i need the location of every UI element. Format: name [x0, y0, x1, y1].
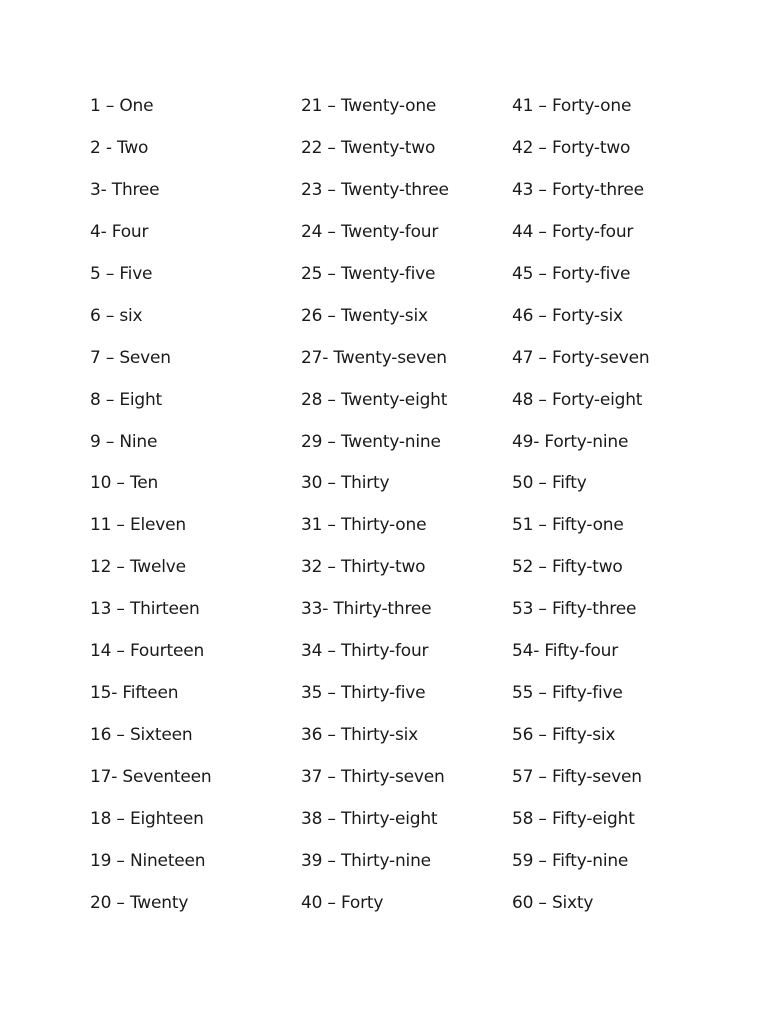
- list-item: 4- Four: [90, 221, 149, 242]
- list-item: 10 – Ten: [90, 473, 159, 494]
- list-item: 60 – Sixty: [512, 892, 594, 913]
- list-item: 30 – Thirty: [301, 473, 390, 494]
- list-item: 49- Forty-nine: [512, 431, 629, 452]
- list-item: 18 – Eighteen: [90, 808, 204, 829]
- list-item: 19 – Nineteen: [90, 850, 206, 871]
- list-item: 16 – Sixteen: [90, 725, 193, 746]
- list-item: 44 – Forty-four: [512, 221, 634, 242]
- list-item: 8 – Eight: [90, 389, 163, 410]
- column-3: [512, 92, 723, 931]
- list-item: 31 – Thirty-one: [301, 515, 427, 536]
- list-item: 5 – Five: [90, 263, 153, 284]
- list-item: 37 – Thirty-seven: [301, 767, 445, 787]
- list-item: 29 – Twenty-nine: [301, 431, 441, 452]
- list-item: 13 – Thirteen: [90, 599, 200, 620]
- list-item: 23 – Twenty-three: [301, 179, 449, 200]
- list-item: 59 – Fifty-nine: [512, 850, 629, 871]
- list-item: 32 – Thirty-two: [301, 557, 426, 578]
- list-item: 26 – Twenty-six: [301, 305, 428, 326]
- list-item: 14 – Fourteen: [90, 641, 205, 662]
- list-item: 47 – Forty-seven: [512, 347, 650, 368]
- list-item: 38 – Thirty-eight: [301, 808, 438, 829]
- list-item: 43 – Forty-three: [512, 179, 644, 200]
- list-item: 46 – Forty-six: [512, 305, 623, 326]
- list-item: 27- Twenty-seven: [301, 347, 447, 368]
- list-item: 56 – Fifty-six: [512, 725, 616, 746]
- list-item: 9 – Nine: [90, 431, 158, 452]
- list-item: 6 – six: [90, 305, 143, 326]
- list-item: 50 – Fifty: [512, 473, 587, 494]
- list-item: 2 - Two: [90, 137, 149, 158]
- list-item: 24 – Twenty-four: [301, 221, 439, 242]
- column-2: [301, 92, 512, 931]
- list-item: 3- Three: [90, 179, 160, 200]
- list-item: 7 – Seven: [90, 347, 171, 368]
- list-item: 48 – Forty-eight: [512, 389, 643, 410]
- list-item: 1 – One: [90, 96, 154, 116]
- list-item: 53 – Fifty-three: [512, 599, 637, 620]
- list-item: 54- Fifty-four: [512, 641, 619, 662]
- list-item: 28 – Twenty-eight: [301, 389, 448, 410]
- list-item: 55 – Fifty-five: [512, 683, 623, 704]
- list-item: 12 – Twelve: [90, 557, 186, 578]
- list-item: 33- Thirty-three: [301, 599, 432, 620]
- list-item: 15- Fifteen: [90, 683, 179, 704]
- list-item: 58 – Fifty-eight: [512, 808, 635, 829]
- list-item: 40 – Forty: [301, 892, 384, 913]
- list-item: 35 – Thirty-five: [301, 683, 426, 704]
- column-1: [90, 92, 301, 931]
- list-item: 51 – Fifty-one: [512, 515, 624, 536]
- list-item: 36 – Thirty-six: [301, 725, 419, 746]
- list-item: 25 – Twenty-five: [301, 263, 436, 284]
- list-item: 57 – Fifty-seven: [512, 767, 642, 787]
- list-item: 21 – Twenty-one: [301, 96, 437, 116]
- list-item: 45 – Forty-five: [512, 263, 631, 284]
- list-item: 17- Seventeen: [90, 767, 212, 787]
- list-item: 20 – Twenty: [90, 892, 189, 913]
- list-item: 39 – Thirty-nine: [301, 850, 431, 871]
- list-item: 22 – Twenty-two: [301, 137, 436, 158]
- list-item: 52 – Fifty-two: [512, 557, 623, 578]
- number-list: [90, 92, 730, 931]
- list-item: 42 – Forty-two: [512, 137, 631, 158]
- list-item: 41 – Forty-one: [512, 96, 632, 116]
- list-item: 11 – Eleven: [90, 515, 186, 536]
- list-item: 34 – Thirty-four: [301, 641, 429, 662]
